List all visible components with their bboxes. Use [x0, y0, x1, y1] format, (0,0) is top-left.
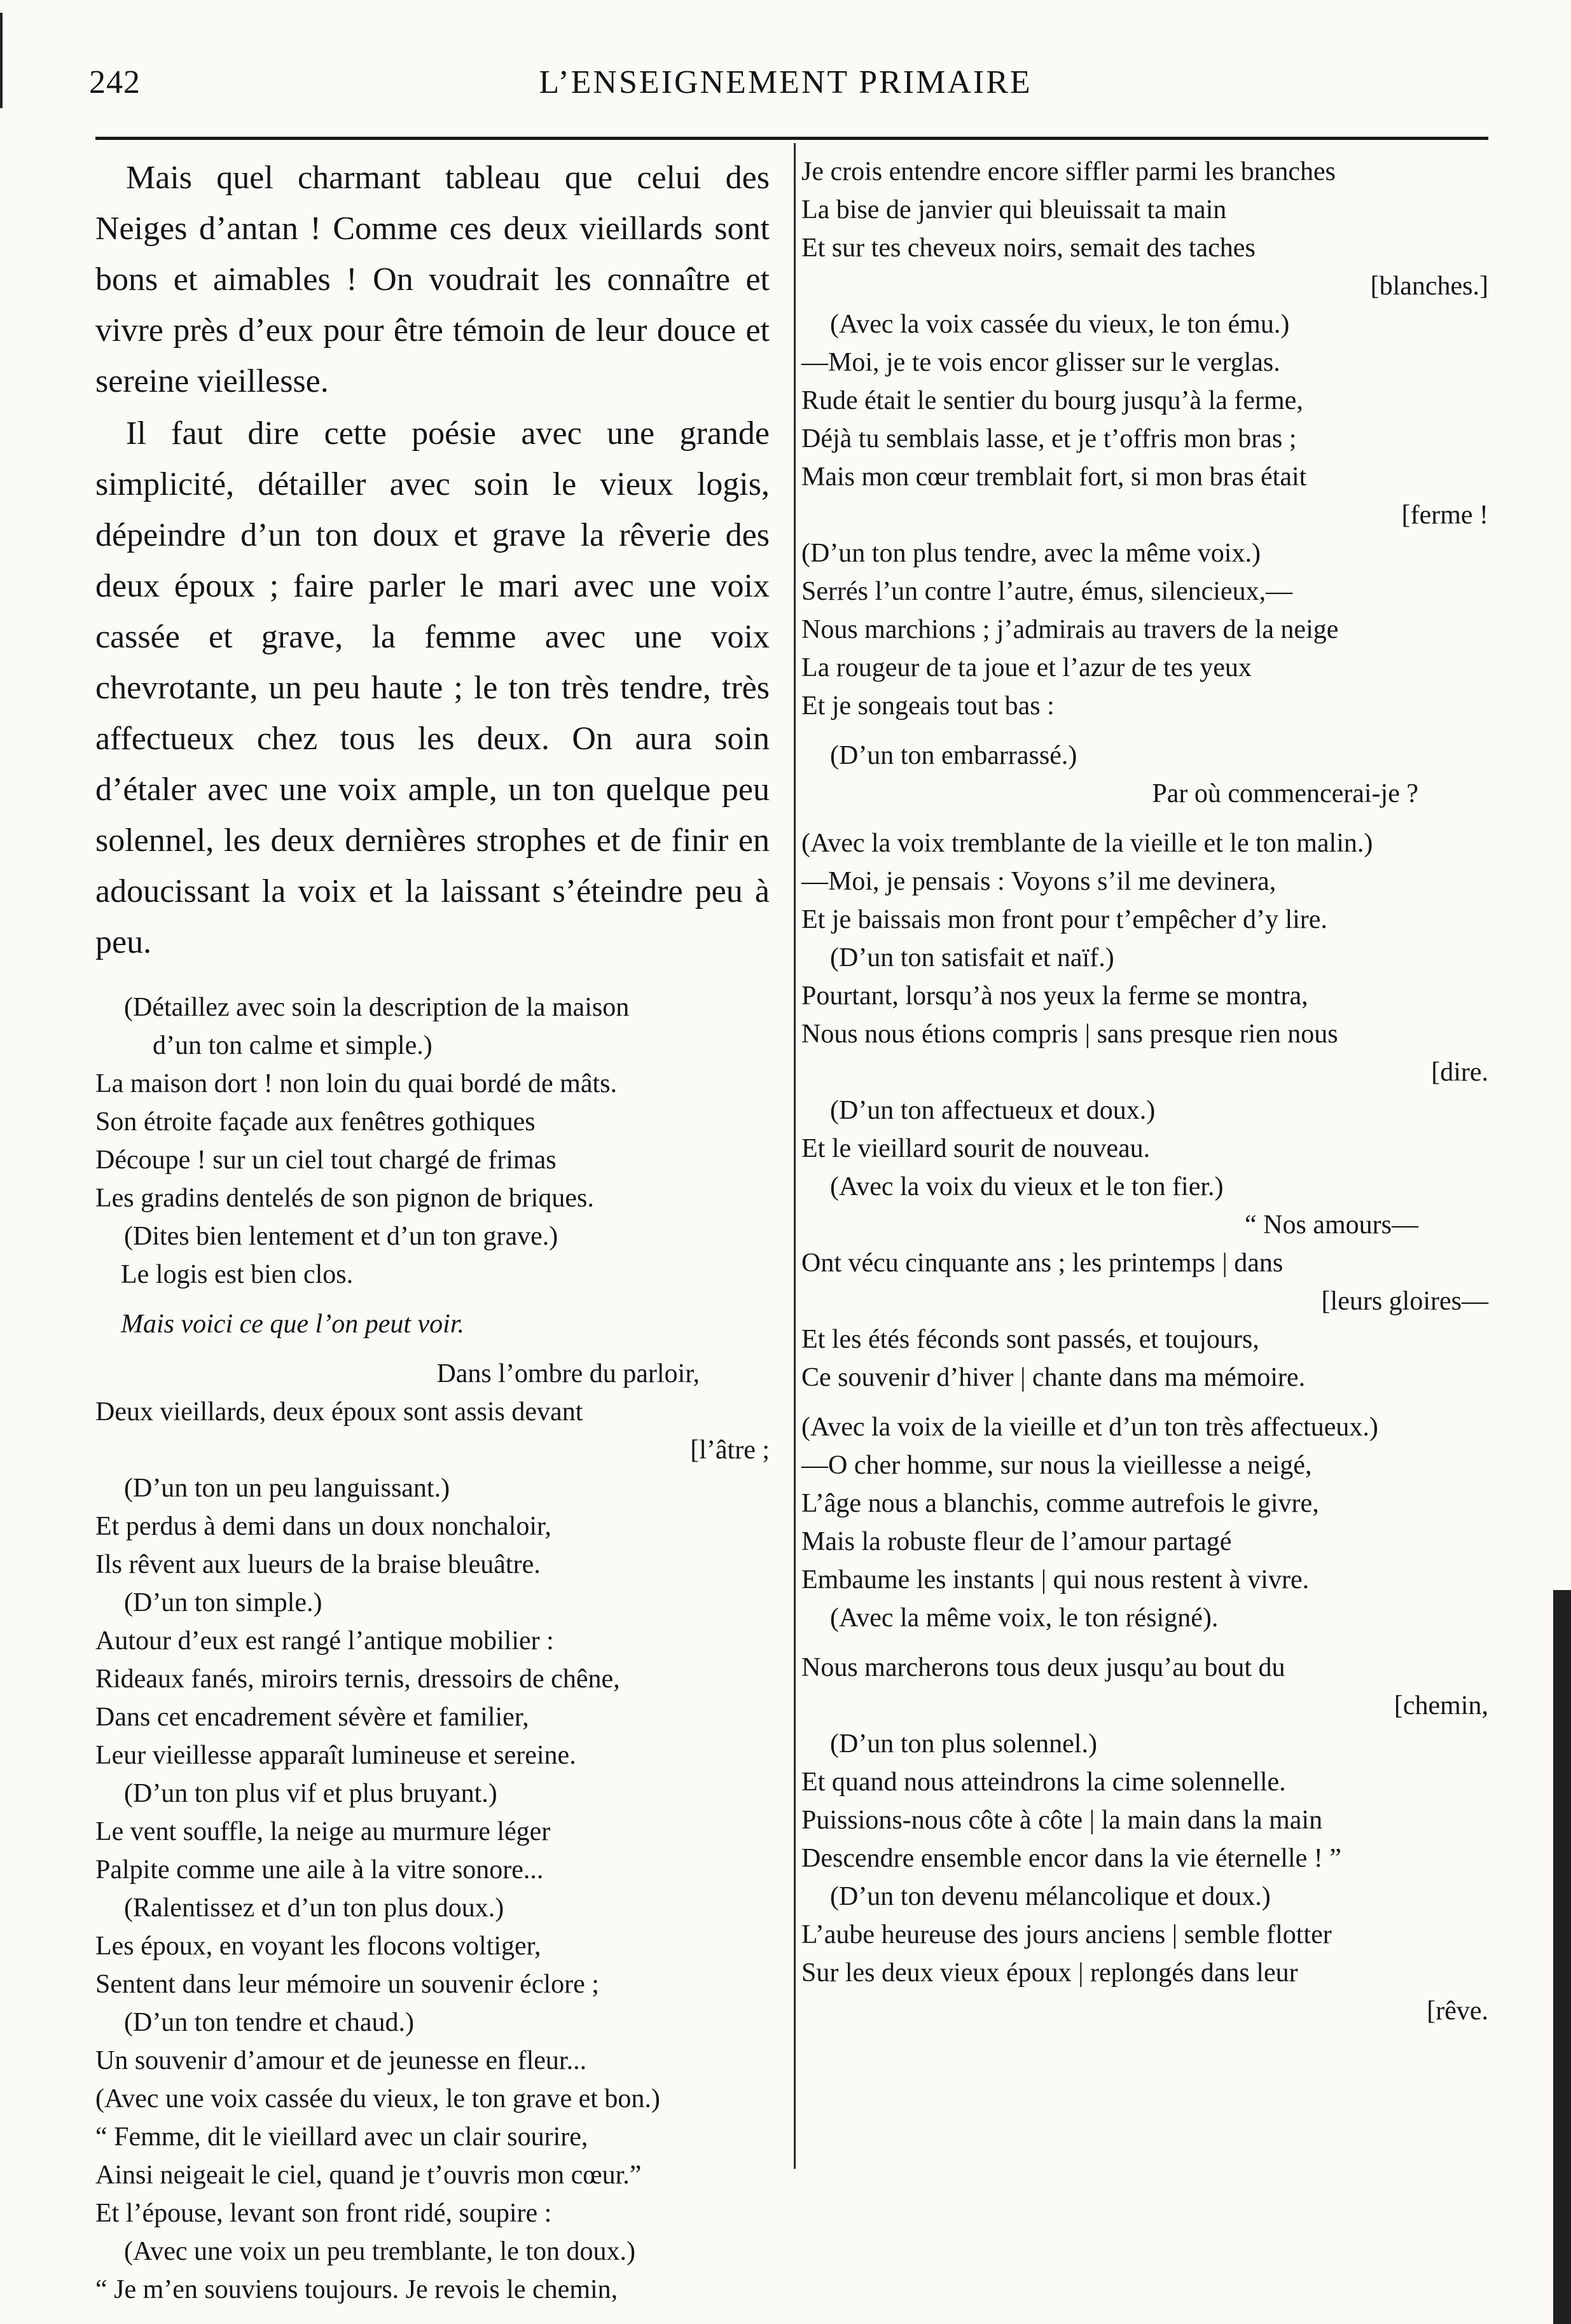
verse-line: Sur les deux vieux époux | replongés dans leur: [801, 1958, 1298, 1988]
page-edge-shadow: [1553, 1590, 1571, 2324]
verse-line: Mais la robuste fleur de l’amour partagé: [801, 1527, 1232, 1556]
verse-line: Rideaux fanés, miroirs ternis, dressoirs de chêne,: [95, 1664, 620, 1694]
running-title: L’ENSEIGNEMENT PRIMAIRE: [539, 64, 1032, 100]
left-column: [95, 153, 770, 2309]
verse-line: Un souvenir d’amour et de jeunesse en fleur...: [95, 2046, 587, 2075]
verse-line: L’âge nous a blanchis, comme autrefois le givre,: [801, 1489, 1319, 1518]
stage-direction: (Détaillez avec soin la description de la maison: [124, 993, 630, 1022]
verse-line: La bise de janvier qui bleuissait ta main: [801, 195, 1227, 225]
verse-line: Dans l’ombre du parloir,: [436, 1359, 700, 1388]
verse-line: Et le vieillard sourit de nouveau.: [801, 1134, 1151, 1163]
stage-direction: (D’un ton embarrassé.): [830, 741, 1077, 770]
stage-direction: (Avec la voix tremblante de la vieille et le ton malin.): [801, 829, 1373, 858]
verse-line: Les époux, en voyant les flocons voltiger,: [95, 1932, 541, 1961]
verse-line: Rude était le sentier du bourg jusqu’à la ferme,: [801, 386, 1303, 415]
paragraph: Mais quel charmant tableau que celui des Neiges d’antan ! Comme ces deux vieillards sont bons et aimables ! On voudrait les connaître et vivre près d’eux pour être témoin de leur douce et sereine vieillesse.: [95, 160, 770, 399]
verse-continuation: [blanches.]: [1370, 272, 1488, 301]
verse-line: —O cher homme, sur nous la vieillesse a neigé,: [801, 1451, 1312, 1480]
verse-continuation: [dire.: [1431, 1058, 1488, 1087]
poem-block: [95, 988, 770, 2309]
poem-block: [801, 153, 1488, 2030]
verse-line: Le logis est bien clos.: [121, 1260, 354, 1289]
stage-direction: (D’un ton un peu languissant.): [124, 1474, 450, 1503]
verse-line: Sentent dans leur mémoire un souvenir éclore ;: [95, 1970, 599, 1999]
verse-line: Pourtant, lorsqu’à nos yeux la ferme se montra,: [801, 981, 1308, 1011]
verse-line: —Moi, je pensais : Voyons s’il me devinera,: [801, 867, 1277, 896]
verse-line: Leur vieillesse apparaît lumineuse et sereine.: [95, 1741, 576, 1770]
verse-line: —Moi, je te vois encor glisser sur le verglas.: [801, 348, 1280, 377]
right-column: [801, 153, 1488, 2030]
verse-line: Son étroite façade aux fenêtres gothiques: [95, 1107, 536, 1137]
verse-line: Et je baissais mon front pour t’empêcher d’y lire.: [801, 905, 1327, 934]
stage-direction: d’un ton calme et simple.): [153, 1031, 433, 1060]
verse-line: Je crois entendre encore siffler parmi les branches: [801, 157, 1336, 186]
verse-line: Ce souvenir d’hiver | chante dans ma mémoire.: [801, 1363, 1306, 1392]
stage-direction: (D’un ton devenu mélancolique et doux.): [830, 1882, 1271, 1911]
verse-line: Ils rêvent aux lueurs de la braise bleuâtre.: [95, 1550, 541, 1579]
verse-line: Et perdus à demi dans un doux nonchaloir,: [95, 1512, 551, 1541]
stage-direction: (D’un ton plus tendre, avec la même voix.): [801, 539, 1261, 568]
verse-line: Nous nous étions compris | sans presque rien nous: [801, 1020, 1338, 1049]
stage-direction: (Avec la voix du vieux et le ton fier.): [830, 1172, 1224, 1201]
verse-continuation: [ferme !: [1401, 501, 1488, 530]
stage-direction: (D’un ton affectueux et doux.): [830, 1096, 1156, 1125]
verse-continuation: [rêve.: [1427, 1996, 1488, 2026]
verse-line: “ Je m’en souviens toujours. Je revois le chemin,: [95, 2275, 618, 2304]
verse-line: Deux vieillards, deux époux sont assis devant: [95, 1397, 583, 1427]
verse-line: Le vent souffle, la neige au murmure léger: [95, 1817, 551, 1846]
column-divider: [794, 143, 796, 2169]
verse-line: Découpe ! sur un ciel tout chargé de frimas: [95, 1145, 557, 1175]
verse-line: Par où commencerai-je ?: [1152, 779, 1418, 808]
verse-line: Et quand nous atteindrons la cime solennelle.: [801, 1767, 1286, 1797]
stage-direction: (D’un ton simple.): [124, 1588, 322, 1617]
verse-line: La maison dort ! non loin du quai bordé de mâts.: [95, 1069, 618, 1098]
verse-line: Ainsi neigeait le ciel, quand je t’ouvris mon cœur.”: [95, 2161, 642, 2190]
verse-line: Mais mon cœur tremblait fort, si mon bras était: [801, 462, 1307, 492]
verse-line: Et je songeais tout bas :: [801, 691, 1055, 721]
verse-line: Descendre ensemble encor dans la vie éternelle ! ”: [801, 1844, 1341, 1873]
verse-continuation: [chemin,: [1394, 1691, 1488, 1720]
verse-continuation: [leurs gloires—: [1321, 1287, 1488, 1316]
verse-line: Dans cet encadrement sévère et familier,: [95, 1703, 529, 1732]
verse-line: Ont vécu cinquante ans ; les printemps | dans: [801, 1248, 1284, 1278]
stage-direction: (Avec la même voix, le ton résigné).: [830, 1603, 1219, 1633]
stage-direction: (Avec une voix cassée du vieux, le ton grave et bon.): [95, 2084, 660, 2113]
verse-line-italic: Mais voici ce que l’on peut voir.: [121, 1310, 465, 1339]
verse-line: Et les étés féconds sont passés, et toujours,: [801, 1325, 1259, 1354]
verse-line: L’aube heureuse des jours anciens | semble flotter: [801, 1920, 1332, 1949]
stage-direction: (Ralentissez et d’un ton plus doux.): [124, 1893, 504, 1923]
verse-line: Puissions-nous côte à côte | la main dans la main: [801, 1806, 1323, 1835]
header-rule: [95, 137, 1488, 140]
stage-direction: (Avec une voix un peu tremblante, le ton doux.): [124, 2237, 635, 2266]
stage-direction: (D’un ton plus vif et plus bruyant.): [124, 1779, 497, 1808]
verse-line: Nous marchions ; j’admirais au travers de la neige: [801, 615, 1339, 644]
verse-line: Nous marcherons tous deux jusqu’au bout du: [801, 1653, 1285, 1682]
stage-direction: (Avec la voix cassée du vieux, le ton ému.): [830, 310, 1290, 339]
verse-line: Et sur tes cheveux noirs, semait des taches: [801, 233, 1256, 263]
verse-line: Les gradins dentelés de son pignon de briques.: [95, 1184, 594, 1213]
stage-direction: (D’un ton satisfait et naïf.): [830, 943, 1114, 972]
verse-line: Autour d’eux est rangé l’antique mobilier :: [95, 1626, 554, 1656]
page-number: 242: [89, 64, 141, 100]
verse-line: “ Nos amours—: [1245, 1210, 1418, 1240]
stage-direction: (Dites bien lentement et d’un ton grave.): [124, 1222, 558, 1251]
verse-line: Serrés l’un contre l’autre, émus, silencieux,—: [801, 577, 1293, 606]
verse-line: Palpite comme une aile à la vitre sonore...: [95, 1855, 544, 1885]
verse-continuation: [l’âtre ;: [690, 1435, 770, 1465]
stage-direction: (D’un ton plus solennel.): [830, 1729, 1097, 1759]
paragraph: Il faut dire cette poésie avec une grande simplicité, détailler avec soin le vieux logis, dépeindre d’un ton doux et grave la rêverie des deux époux ; faire parler le mari avec une voix cassée et grave, la femme avec une voix chevrotante, un peu haute ; le ton très tendre, très affectueux chez tous les deux. On aura soin d’étaler avec une voix ample, un ton quelque peu solennel, les deux dernières strophes et de finir en adoucissant la voix et la laissant s’éteindre peu à peu.: [95, 415, 770, 960]
stage-direction: (Avec la voix de la vieille et d’un ton très affectueux.): [801, 1413, 1378, 1442]
verse-line: Embaume les instants | qui nous restent à vivre.: [801, 1565, 1310, 1594]
verse-line: Déjà tu semblais lasse, et je t’offris mon bras ;: [801, 424, 1297, 453]
verse-line: La rougeur de ta joue et l’azur de tes yeux: [801, 653, 1252, 682]
stage-direction: (D’un ton tendre et chaud.): [124, 2008, 414, 2037]
verse-line: “ Femme, dit le vieillard avec un clair sourire,: [95, 2122, 588, 2152]
verse-line: Et l’épouse, levant son front ridé, soupire :: [95, 2199, 552, 2228]
